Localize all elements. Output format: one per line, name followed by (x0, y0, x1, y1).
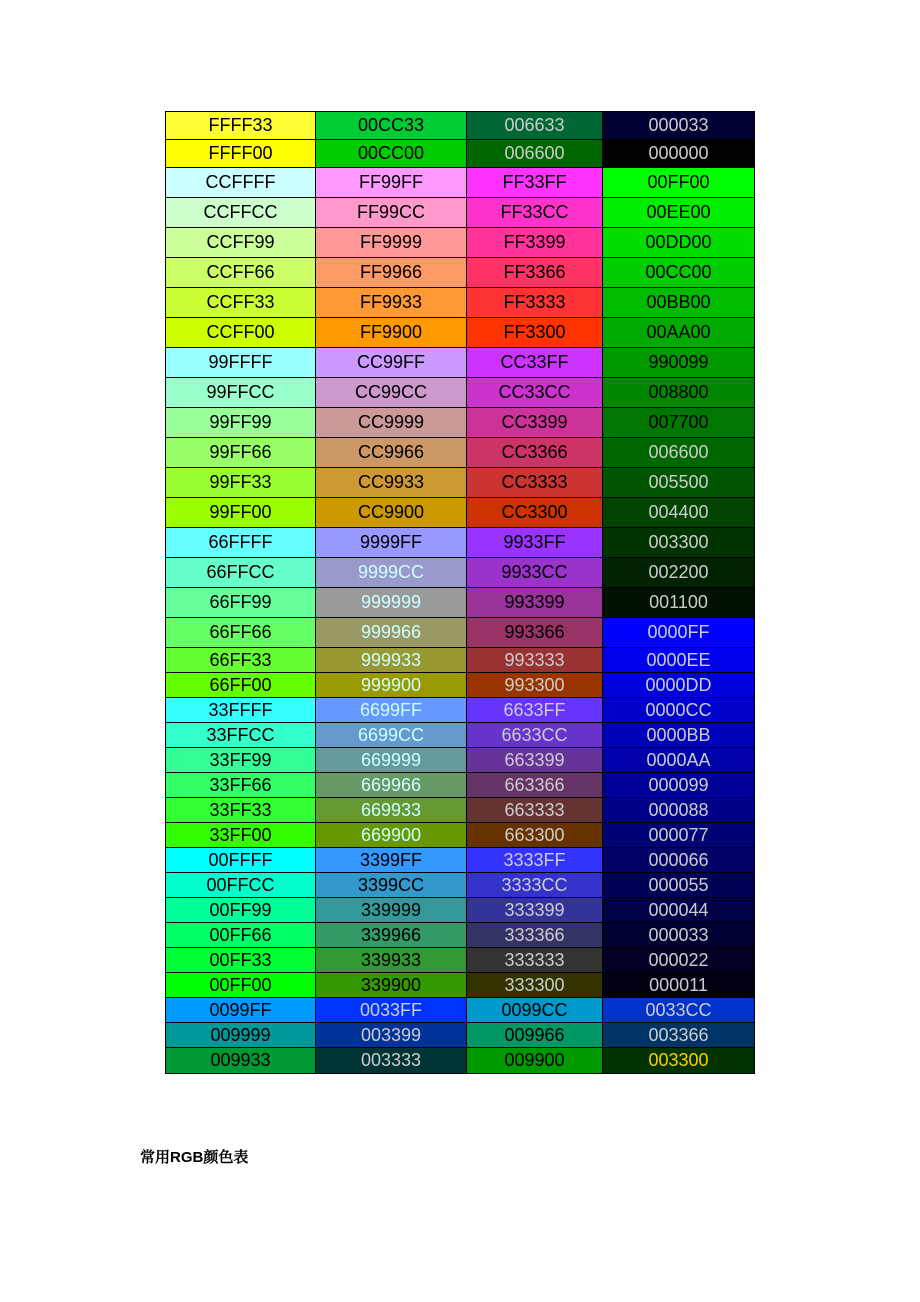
color-cell: CC3399 (467, 408, 603, 438)
color-cell: 669966 (316, 773, 467, 798)
color-cell: 99FF66 (166, 438, 316, 468)
color-cell: 663399 (467, 748, 603, 773)
color-cell: 33FFCC (166, 723, 316, 748)
color-cell: 663333 (467, 798, 603, 823)
color-cell: 99FF00 (166, 498, 316, 528)
color-cell: CCFFCC (166, 198, 316, 228)
color-cell: 3399CC (316, 873, 467, 898)
color-cell: 009966 (467, 1023, 603, 1048)
color-cell: 009900 (467, 1048, 603, 1073)
color-cell: CC99FF (316, 348, 467, 378)
color-cell: 000011 (603, 973, 754, 998)
color-cell: 990099 (603, 348, 754, 378)
color-cell: FFFF00 (166, 140, 316, 168)
color-cell: 0000EE (603, 648, 754, 673)
color-cell: 9999CC (316, 558, 467, 588)
color-cell: 000033 (603, 112, 754, 140)
color-cell: 003300 (603, 528, 754, 558)
color-cell: CC9966 (316, 438, 467, 468)
color-cell: 669999 (316, 748, 467, 773)
color-cell: FF9966 (316, 258, 467, 288)
color-cell: FF99FF (316, 168, 467, 198)
color-cell: CC9933 (316, 468, 467, 498)
color-cell: FF9933 (316, 288, 467, 318)
color-cell: 009999 (166, 1023, 316, 1048)
color-cell: 3333CC (467, 873, 603, 898)
color-cell: 66FF00 (166, 673, 316, 698)
color-cell: 339966 (316, 923, 467, 948)
color-cell: CCFF33 (166, 288, 316, 318)
color-cell: 000000 (603, 140, 754, 168)
color-cell: 0000DD (603, 673, 754, 698)
color-cell: 669900 (316, 823, 467, 848)
color-cell: 33FF00 (166, 823, 316, 848)
color-cell: 999900 (316, 673, 467, 698)
color-cell: 0000AA (603, 748, 754, 773)
color-cell: 99FF33 (166, 468, 316, 498)
color-cell: 9933CC (467, 558, 603, 588)
color-cell: 66FFFF (166, 528, 316, 558)
caption: 常用RGB颜色表 (140, 1149, 249, 1166)
color-cell: 00CC33 (316, 112, 467, 140)
color-cell: 007700 (603, 408, 754, 438)
color-cell: 000033 (603, 923, 754, 948)
color-cell: 000088 (603, 798, 754, 823)
color-cell: 000044 (603, 898, 754, 923)
color-cell: 008800 (603, 378, 754, 408)
color-cell: 002200 (603, 558, 754, 588)
color-cell: CCFFFF (166, 168, 316, 198)
color-cell: 33FF66 (166, 773, 316, 798)
color-cell: 339900 (316, 973, 467, 998)
color-cell: 333399 (467, 898, 603, 923)
color-cell: 001100 (603, 588, 754, 618)
color-cell: 0033CC (603, 998, 754, 1023)
color-cell: CC33FF (467, 348, 603, 378)
color-cell: 00AA00 (603, 318, 754, 348)
color-cell: 6699FF (316, 698, 467, 723)
color-cell: CC3300 (467, 498, 603, 528)
color-cell: 0000BB (603, 723, 754, 748)
color-cell: 00CC00 (603, 258, 754, 288)
color-cell: 006633 (467, 112, 603, 140)
color-cell: 663300 (467, 823, 603, 848)
color-cell: CC33CC (467, 378, 603, 408)
color-cell: 99FF99 (166, 408, 316, 438)
color-cell: FF9999 (316, 228, 467, 258)
color-cell: 993300 (467, 673, 603, 698)
color-cell: 00FFFF (166, 848, 316, 873)
color-cell: 999933 (316, 648, 467, 673)
color-cell: 0099CC (467, 998, 603, 1023)
color-cell: 999999 (316, 588, 467, 618)
color-cell: 00CC00 (316, 140, 467, 168)
color-cell: 003366 (603, 1023, 754, 1048)
color-cell: 000077 (603, 823, 754, 848)
color-cell: 333333 (467, 948, 603, 973)
color-cell: 0000FF (603, 618, 754, 648)
color-cell: 339933 (316, 948, 467, 973)
color-cell: CCFF00 (166, 318, 316, 348)
color-cell: 3399FF (316, 848, 467, 873)
color-cell: 000099 (603, 773, 754, 798)
color-cell: 6633CC (467, 723, 603, 748)
color-cell: 00BB00 (603, 288, 754, 318)
color-cell: 99FFCC (166, 378, 316, 408)
color-cell: FF3366 (467, 258, 603, 288)
color-cell: 663366 (467, 773, 603, 798)
color-cell: 003300 (603, 1048, 754, 1073)
color-cell: FF99CC (316, 198, 467, 228)
color-cell: CC3333 (467, 468, 603, 498)
color-cell: 33FFFF (166, 698, 316, 723)
color-cell: FF3300 (467, 318, 603, 348)
color-cell: FF33FF (467, 168, 603, 198)
color-cell: 0099FF (166, 998, 316, 1023)
color-cell: FFFF33 (166, 112, 316, 140)
color-cell: 0033FF (316, 998, 467, 1023)
color-cell: 66FF99 (166, 588, 316, 618)
color-cell: 66FFCC (166, 558, 316, 588)
color-cell: 66FF66 (166, 618, 316, 648)
color-cell: 999966 (316, 618, 467, 648)
color-cell: CC9900 (316, 498, 467, 528)
color-cell: 00FF00 (603, 168, 754, 198)
color-cell: 004400 (603, 498, 754, 528)
color-cell: 00DD00 (603, 228, 754, 258)
color-cell: 000022 (603, 948, 754, 973)
color-cell: 006600 (603, 438, 754, 468)
color-cell: 00FF33 (166, 948, 316, 973)
color-cell: 9999FF (316, 528, 467, 558)
color-cell: 00FFCC (166, 873, 316, 898)
color-cell: FF33CC (467, 198, 603, 228)
color-cell: CC3366 (467, 438, 603, 468)
color-cell: CCFF66 (166, 258, 316, 288)
color-cell: 003333 (316, 1048, 467, 1073)
color-cell: 009933 (166, 1048, 316, 1073)
color-cell: 993399 (467, 588, 603, 618)
color-cell: 669933 (316, 798, 467, 823)
color-cell: 6633FF (467, 698, 603, 723)
color-cell: 9933FF (467, 528, 603, 558)
color-cell: CC99CC (316, 378, 467, 408)
color-cell: 339999 (316, 898, 467, 923)
color-cell: 000066 (603, 848, 754, 873)
color-cell: 333300 (467, 973, 603, 998)
color-cell: 00FF99 (166, 898, 316, 923)
color-cell: 99FFFF (166, 348, 316, 378)
color-cell: FF3399 (467, 228, 603, 258)
color-cell: 0000CC (603, 698, 754, 723)
color-cell: 3333FF (467, 848, 603, 873)
color-cell: 00FF00 (166, 973, 316, 998)
color-cell: 006600 (467, 140, 603, 168)
color-cell: CC9999 (316, 408, 467, 438)
color-cell: 6699CC (316, 723, 467, 748)
color-cell: 993333 (467, 648, 603, 673)
color-cell: 005500 (603, 468, 754, 498)
color-cell: CCFF99 (166, 228, 316, 258)
color-cell: 00FF66 (166, 923, 316, 948)
color-cell: 00EE00 (603, 198, 754, 228)
color-cell: 33FF33 (166, 798, 316, 823)
color-table (165, 111, 755, 1074)
color-cell: 993366 (467, 618, 603, 648)
color-cell: FF3333 (467, 288, 603, 318)
color-cell: FF9900 (316, 318, 467, 348)
color-cell: 000055 (603, 873, 754, 898)
color-cell: 66FF33 (166, 648, 316, 673)
color-cell: 003399 (316, 1023, 467, 1048)
color-cell: 333366 (467, 923, 603, 948)
color-cell: 33FF99 (166, 748, 316, 773)
